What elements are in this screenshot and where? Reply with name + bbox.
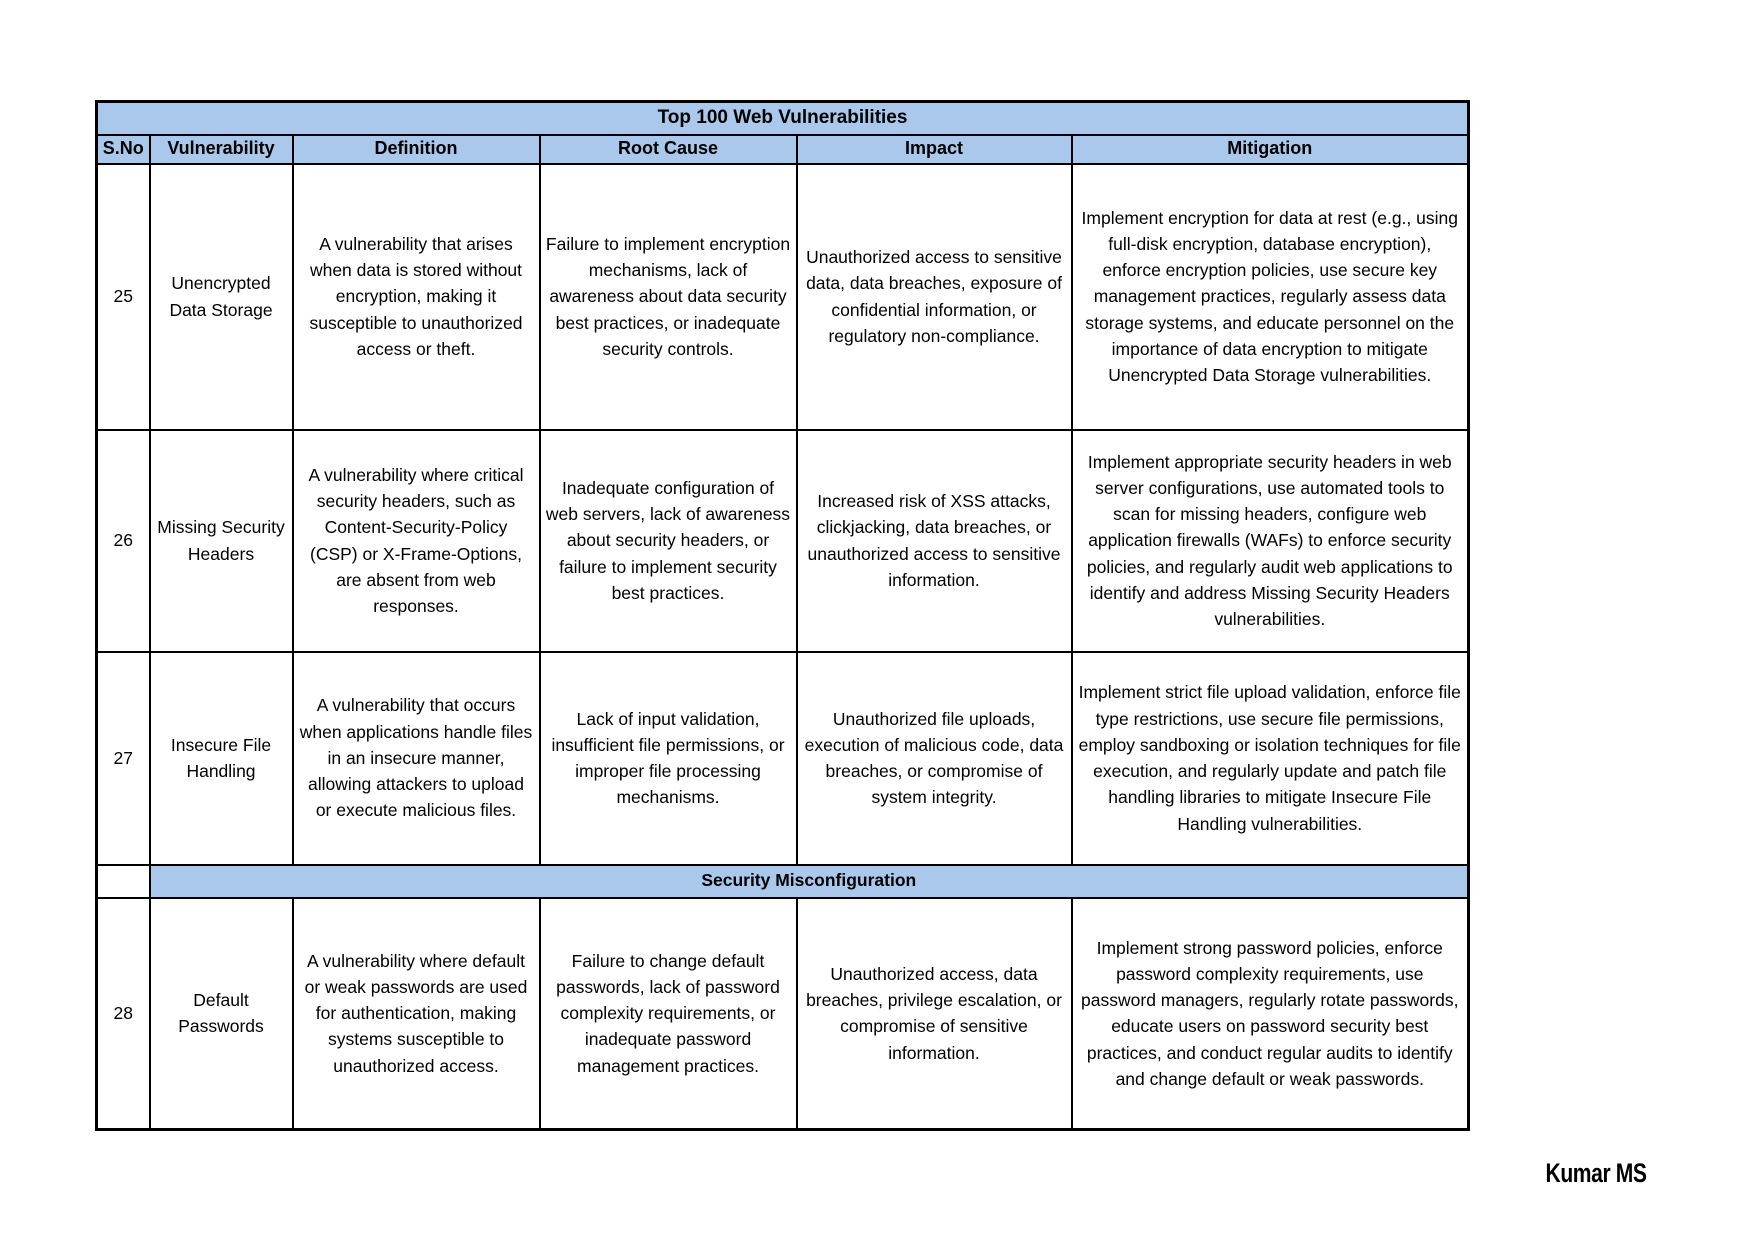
cell-sno: 28 xyxy=(97,898,150,1130)
cell-root-cause: Inadequate configuration of web servers, lack of awareness about security headers, or failure to implement security best practices. xyxy=(540,430,797,652)
section-header-row xyxy=(97,865,1469,898)
cell-root-cause: Lack of input validation, insufficient file permissions, or improper file processing mechanisms. xyxy=(540,652,797,865)
cell-root-cause: Failure to change default passwords, lack of password complexity requirements, or inadequate password management practices. xyxy=(540,898,797,1130)
column-header-definition: Definition xyxy=(293,135,540,164)
cell-definition: A vulnerability that arises when data is stored without encryption, making it susceptible to unauthorized access or theft. xyxy=(293,164,540,430)
cell-sno-empty xyxy=(97,865,150,898)
column-header-root-cause: Root Cause xyxy=(540,135,797,164)
table-row-28 xyxy=(97,898,1469,1130)
cell-definition: A vulnerability where critical security headers, such as Content-Security-Policy (CSP) or X-Frame-Options, are absent from web responses. xyxy=(293,430,540,652)
table-row-25 xyxy=(97,164,1469,430)
cell-root-cause: Failure to implement encryption mechanisms, lack of awareness about data security best practices, or inadequate security controls. xyxy=(540,164,797,430)
cell-mitigation: Implement appropriate security headers in web server configurations, use automated tools to scan for missing headers, configure web application firewalls (WAFs) to enforce security policies, and regularly audit web applications to identify and address Missing Security Headers vulnerabilities. xyxy=(1072,430,1469,652)
cell-impact: Unauthorized access, data breaches, privilege escalation, or compromise of sensitive information. xyxy=(797,898,1072,1130)
cell-definition: A vulnerability where default or weak passwords are used for authentication, making systems susceptible to unauthorized access. xyxy=(293,898,540,1130)
author-credit: Kumar MS xyxy=(1545,1158,1647,1188)
column-header-sno: S.No xyxy=(97,135,150,164)
section-header: Security Misconfiguration xyxy=(150,865,1469,898)
cell-sno: 27 xyxy=(97,652,150,865)
table-row-26 xyxy=(97,430,1469,652)
vulnerabilities-table xyxy=(95,100,1470,1131)
cell-impact: Unauthorized access to sensitive data, data breaches, exposure of confidential information, or regulatory non-compliance. xyxy=(797,164,1072,430)
column-header-impact: Impact xyxy=(797,135,1072,164)
cell-impact: Unauthorized file uploads, execution of malicious code, data breaches, or compromise of system integrity. xyxy=(797,652,1072,865)
cell-vulnerability: Missing Security Headers xyxy=(150,430,293,652)
table-row-27 xyxy=(97,652,1469,865)
cell-definition: A vulnerability that occurs when applications handle files in an insecure manner, allowing attackers to upload or execute malicious files. xyxy=(293,652,540,865)
cell-mitigation: Implement strong password policies, enforce password complexity requirements, use password managers, regularly rotate passwords, educate users on password security best practices, and conduct regular audits to identify and change default or weak passwords. xyxy=(1072,898,1469,1130)
cell-vulnerability: Insecure File Handling xyxy=(150,652,293,865)
cell-vulnerability: Unencrypted Data Storage xyxy=(150,164,293,430)
cell-mitigation: Implement strict file upload validation, enforce file type restrictions, use secure file permissions, employ sandboxing or isolation techniques for file execution, and regularly update and patch file handling libraries to mitigate Insecure File Handling vulnerabilities. xyxy=(1072,652,1469,865)
cell-mitigation: Implement encryption for data at rest (e.g., using full-disk encryption, database encryption), enforce encryption policies, use secure key management practices, regularly assess data storage systems, and educate personnel on the importance of data encryption to mitigate Unencrypted Data Storage vulnerabilities. xyxy=(1072,164,1469,430)
cell-impact: Increased risk of XSS attacks, clickjacking, data breaches, or unauthorized access to sensitive information. xyxy=(797,430,1072,652)
table-title: Top 100 Web Vulnerabilities xyxy=(97,102,1469,135)
column-header-mitigation: Mitigation xyxy=(1072,135,1469,164)
cell-vulnerability: Default Passwords xyxy=(150,898,293,1130)
column-header-row xyxy=(97,135,1469,164)
table-title-row xyxy=(97,102,1469,135)
column-header-vulnerability: Vulnerability xyxy=(150,135,293,164)
cell-sno: 25 xyxy=(97,164,150,430)
cell-sno: 26 xyxy=(97,430,150,652)
